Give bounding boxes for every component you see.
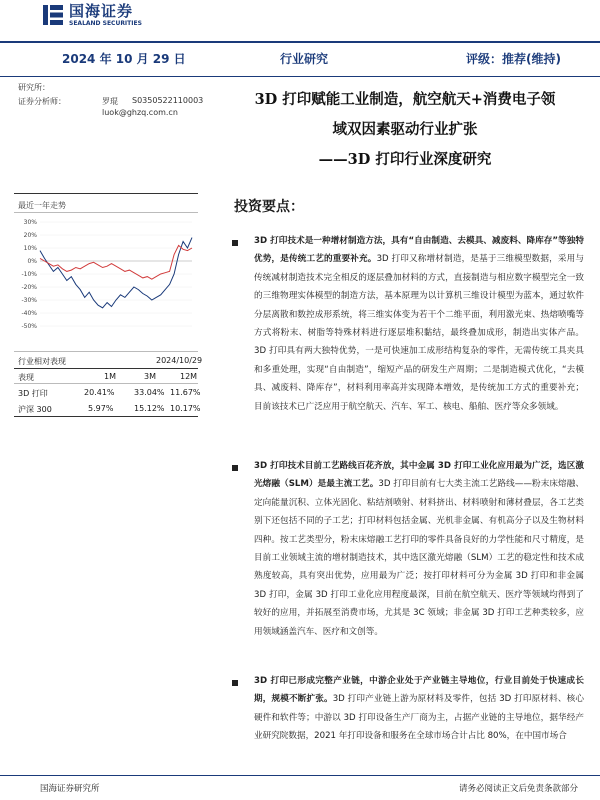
report-title-line3: ——3D 打印行业深度研究	[318, 151, 492, 168]
y-tick-label: -20%	[21, 284, 37, 291]
report-title-line1: 3D 打印赋能工业制造，航空航天+消费电子领	[254, 91, 556, 108]
footer-disclaimer: 请务必阅读正文后免责条款部分	[458, 784, 578, 794]
perf-header-label: 表现	[18, 373, 34, 382]
logo-name-en: SEALAND SECURITIES	[69, 20, 142, 27]
header-rule-top	[0, 41, 600, 43]
footer-institute: 国海证券研究所	[40, 784, 100, 794]
perf-row-name: 3D 打印	[18, 389, 48, 398]
report-category: 行业研究	[280, 52, 329, 66]
analyst-cert: S0350522110003	[132, 96, 204, 105]
report-title-line2: 域双因素驱动行业扩张	[332, 121, 478, 138]
footer-rule	[0, 775, 600, 776]
institute-label: 研究所：	[18, 83, 50, 92]
report-rating: 评级：推荐(维持)	[466, 52, 561, 66]
y-tick-label: 0%	[27, 258, 37, 265]
perf-rule-top	[14, 351, 198, 352]
chart-title-rule	[14, 212, 198, 213]
paragraph-3-body: 3D 打印产业链上游为原材料及零件，包括 3D 打印原材料、核心硬件和软件等；中游以 3D 打印设备生产厂商为主，占据产业链的主导地位，据华经产业研究院数据，2021 年打印设备和服务在全球市场合计占比 80%，在中国市场合	[254, 694, 584, 742]
perf-header-3m: 3M	[144, 372, 156, 381]
paragraph-3	[254, 672, 584, 770]
paragraph-2-lead: 3D 打印技术目前工艺路线百花齐放，其中金属 3D 打印工业化应用最为广泛，选区激光熔融（SLM）是最主流工艺。	[254, 461, 584, 490]
paragraph-1-body: 3D 打印又称增材制造，是基于三维模型数据，采用与传统减材制造技术完全相反的逐层叠加材料的方式，直接制造与相应数字模型完全一致的三维物理实体模型的制造方法，基本原理为以计算机三维设计模型为蓝本，通过软件分层离散和数控成形系统，将三维实体变为若干个二维平面，利用激光束、热熔喷嘴等方式将粉末、树脂等特殊材料进行逐层堆积黏结，最终叠加成形，制造出实体产品。3D 打印具有两大独特优势，一是可快速加工成形结构复杂的零件，无需传统工具夹具和多重处理，实现“自由制造”，缩短产品的研发生产周期；二是制造模式优化，“去模具、减废料、降库存”，材料利用率高并实现降本增效，是传统加工方式的重要补充；目前该技术已广泛应用于航空航天、汽车、军工、核电、船舶、医疗等众多领域。	[254, 254, 584, 412]
perf-row-12m: 10.17%	[170, 404, 201, 413]
header-rule-bottom	[0, 76, 600, 77]
paragraph-3-lead: 3D 打印已形成完整产业链，中游企业处于产业链主导地位，行业目前处于快速成长期，规模不断扩张。	[254, 676, 584, 705]
logo-mark-icon	[42, 4, 64, 26]
report-date: 2024 年 10 月 29 日	[62, 52, 186, 66]
analyst-label: 证券分析师：	[18, 97, 66, 106]
bullet-icon	[232, 465, 238, 471]
perf-row-1m: 5.97%	[88, 404, 114, 413]
y-tick-label: -30%	[21, 297, 37, 304]
perf-row-3m: 15.12%	[134, 404, 165, 413]
perf-header-1m: 1M	[104, 372, 116, 381]
perf-rule-bottom	[14, 416, 198, 417]
paragraph-2-body: 3D 打印目前有七大类主流工艺路线——粉末床熔融、定向能量沉积、立体光固化、粘结剂喷射、材料挤出、材料喷射和薄材叠层，各工艺类别下还包括不同的子工艺；打印材料包括金属、光机非金属、有机高分子以及生物材料四种。按工艺类型分，粉末床熔融工艺打印的零件具备良好的力学性能和尺寸精度，是目前工业领域主流的增材制造技术，其中选区激光熔融（SLM）工艺的稳定性和技术成熟度较高，具有突出优势，应用最为广泛；按打印材料可分为金属 3D 打印和非金属 3D 打印，金属 3D 打印工业化应用程度最深，目前在航空航天、医疗等领域均得到了较好的应用，并拓展至消费市场，尤其是 3C 领域；非金属 3D 打印工艺种类较多，应用领域涵盖汽车、医疗和文创等。	[254, 479, 584, 637]
y-tick-label: 20%	[23, 232, 37, 239]
perf-row-12m: 11.67%	[170, 388, 201, 397]
perf-rule-mid	[14, 383, 198, 384]
logo-name-cn: 国海证券	[69, 2, 134, 20]
paragraph-1-lead: 3D 打印技术是一种增材制造方法，具有“自由制造、去模具、减废料、降库存”等独特优势，是传统工艺的重要补充。	[254, 236, 584, 265]
bullet-icon	[232, 680, 238, 686]
perf-table-date: 2024/10/29	[156, 356, 203, 365]
y-tick-label: 30%	[23, 219, 37, 226]
paragraph-2	[254, 457, 584, 641]
analyst-name: 罗琨	[102, 97, 118, 106]
perf-row-3m: 33.04%	[134, 388, 165, 397]
trend-chart	[14, 216, 198, 346]
chart-section-label: 最近一年走势	[18, 201, 66, 210]
perf-table-label: 行业相对表现	[18, 357, 66, 366]
analyst-email[interactable]: luok@ghzq.com.cn	[102, 108, 178, 117]
y-tick-label: 10%	[23, 245, 37, 252]
paragraph-1	[254, 232, 584, 416]
y-tick-label: -10%	[21, 271, 37, 278]
bullet-icon	[232, 240, 238, 246]
perf-rule-header	[14, 368, 198, 369]
y-tick-label: -40%	[21, 310, 37, 317]
section-title: 投资要点：	[234, 199, 304, 215]
perf-row-name: 沪深 300	[18, 405, 52, 414]
company-logo	[42, 3, 142, 27]
perf-header-12m: 12M	[180, 372, 198, 381]
chart-section-rule	[14, 193, 198, 194]
perf-row-1m: 20.41%	[84, 388, 115, 397]
y-tick-label: -50%	[21, 323, 37, 330]
